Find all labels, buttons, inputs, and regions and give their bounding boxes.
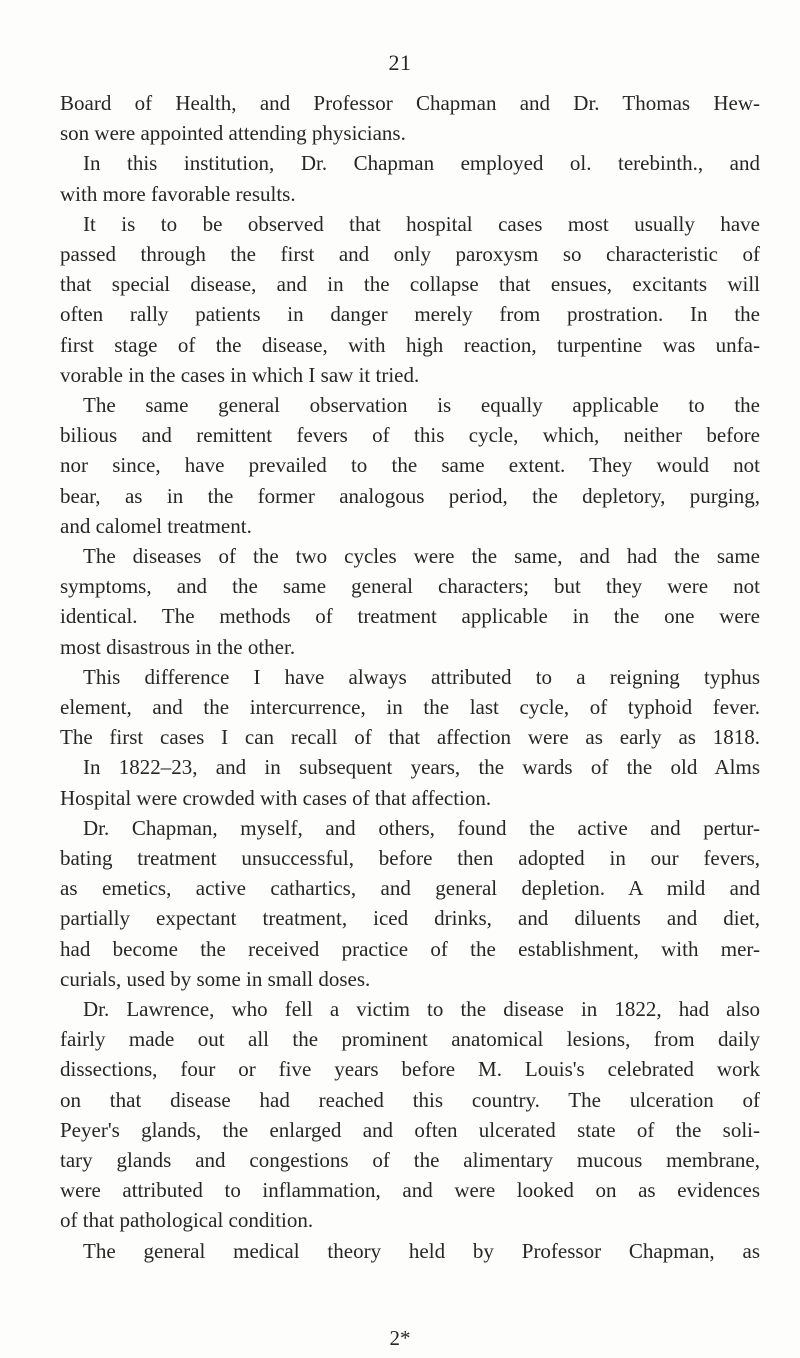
text-line: first stage of the disease, with high reaction, turpentine was unfa- — [60, 332, 760, 357]
text-line: The diseases of the two cycles were the same, and had the same — [83, 544, 760, 568]
text-line: The first cases I can recall of that affection were as early as 1818. — [60, 725, 760, 750]
text-line: It is to be observed that hospital cases most usually have — [83, 211, 760, 236]
text-line: Dr. Chapman, myself, and others, found the active and pertur- — [83, 815, 760, 840]
text-line: as emetics, active cathartics, and general depletion. A mild and — [60, 876, 760, 901]
text-line: of that pathological condition. — [60, 1208, 314, 1233]
text-line: son were appointed attending physicians. — [60, 121, 406, 146]
text-line: This difference I have always attributed to a reigning typhus — [83, 664, 760, 689]
text-line: Peyer's glands, the enlarged and often ulcerated state of the soli- — [60, 1117, 760, 1142]
text-line: often rally patients in danger merely from prostration. In the — [60, 302, 760, 327]
text-line: had become the received practice of the establishment, with mer- — [60, 936, 760, 961]
text-line: bilious and remittent fevers of this cycle, which, neither before — [60, 423, 760, 448]
text-line: were attributed to inflammation, and were looked on as evidences — [60, 1178, 760, 1203]
text-line: element, and the intercurrence, in the last cycle, of typhoid fever. — [60, 695, 760, 719]
text-line: The general medical theory held by Professor Chapman, as — [83, 1238, 760, 1263]
text-line: identical. The methods of treatment applicable in the one were — [60, 604, 760, 629]
text-line: nor since, have prevailed to the same extent. They would not — [60, 453, 760, 478]
text-line: bear, as in the former analogous period, the depletory, purging, — [60, 483, 760, 508]
text-line: that special disease, and in the collapse that ensues, excitants will — [60, 272, 760, 297]
text-line: vorable in the cases in which I saw it tried. — [60, 362, 420, 387]
text-line: The same general observation is equally applicable to the — [83, 393, 760, 417]
text-line: symptoms, and the same general characters; but they were not — [60, 574, 760, 599]
text-line: Board of Health, and Professor Chapman and Dr. Thomas Hew- — [60, 91, 760, 115]
text-line: with more favorable results. — [60, 181, 296, 206]
text-line: tary glands and congestions of the alimentary mucous membrane, — [60, 1148, 760, 1172]
text-line: In 1822–23, and in subsequent years, the wards of the old Alms — [83, 755, 760, 780]
text-line: fairly made out all the prominent anatomical lesions, from daily — [60, 1027, 760, 1052]
text-line: on that disease had reached this country. The ulceration of — [60, 1087, 760, 1112]
text-line: Dr. Lawrence, who fell a victim to the disease in 1822, had also — [83, 997, 760, 1021]
text-line: dissections, four or five years before M. Louis's celebrated work — [60, 1057, 760, 1082]
text-line: and calomel treatment. — [60, 513, 252, 538]
text-line: bating treatment unsuccessful, before then adopted in our fevers, — [60, 846, 760, 870]
signature-mark: 2* — [389, 1326, 411, 1350]
text-line: partially expectant treatment, iced drinks, and diluents and diet, — [60, 906, 760, 931]
text-line: passed through the first and only paroxysm so characteristic of — [60, 242, 760, 266]
text-line: most disastrous in the other. — [60, 634, 296, 659]
text-line: In this institution, Dr. Chapman employed ol. terebinth., and — [83, 151, 760, 176]
text-line: Hospital were crowded with cases of that affection. — [60, 785, 492, 810]
text-line: curials, used by some in small doses. — [60, 966, 371, 991]
page-number: 21 — [388, 50, 412, 75]
